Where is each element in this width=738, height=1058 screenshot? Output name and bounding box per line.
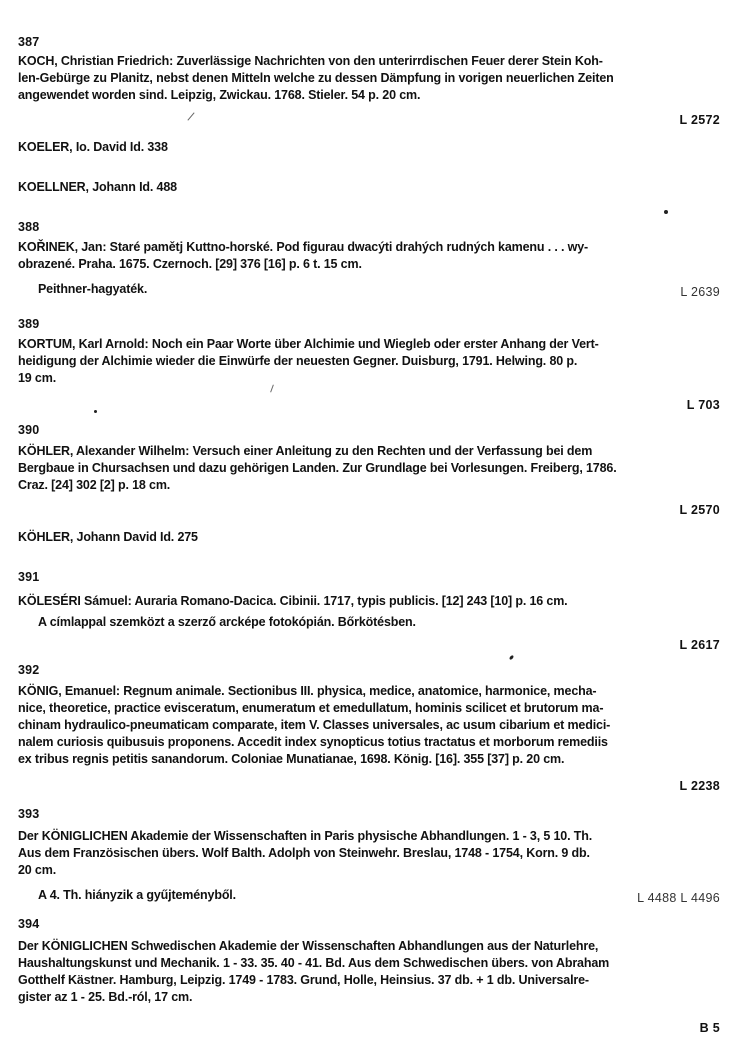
shelf-mark: L 2617 [679, 638, 720, 652]
entry-line: KÖHLER, Alexander Wilhelm: Versuch einer Anleitung zu den Rechten und der Verfassung bei dem [18, 444, 593, 458]
entry-line: nice, theoretice, practice evisceratum, enumeratum et emedullatum, hominis scilicet et brutorum ma- [18, 701, 604, 715]
shelf-mark: B 5 [699, 1021, 720, 1035]
shelf-mark: L 2570 [679, 503, 720, 517]
entry-line: Haushaltungskunst und Mechanik. 1 - 33. 35. 40 - 41. Bd. Aus dem Schwedischen übers. von Abraham [18, 956, 610, 970]
shelf-mark: L 2639 [680, 285, 720, 299]
entry-line: Der KÖNIGLICHEN Akademie der Wissenschaften in Paris physische Abhandlungen. 1 - 3, 5 10. Th. [18, 829, 593, 843]
entry-number: 392 [18, 663, 40, 677]
entry-line: 19 cm. [18, 371, 57, 385]
entry-number: 391 [18, 570, 40, 584]
entry-line: KOCH, Christian Friedrich: Zuverlässige Nachrichten von den unterirrdischen Feuer derer Stein Koh- [18, 54, 603, 68]
entry-line: Aus dem Französischen übers. Wolf Balth. Adolph von Steinwehr. Breslau, 1748 - 1754, Korn. 9 db. [18, 846, 590, 860]
entry-note: A 4. Th. hiányzik a gyűjteményből. [38, 888, 236, 902]
entry-line: 20 cm. [18, 863, 57, 877]
scan-speck [509, 655, 515, 661]
entry-line: Der KÖNIGLICHEN Schwedischen Akademie der Wissenschaften Abhandlungen aus der Naturlehre, [18, 939, 599, 953]
entry-line: KOŘINEK, Jan: Staré pamětj Kuttno-horské. Pod figurau dwacýti drahých rudných kamenu . . . wy- [18, 240, 589, 254]
cross-reference: KOELLNER, Johann Id. 488 [18, 180, 177, 194]
entry-line: gister az 1 - 25. Bd.-ról, 17 cm. [18, 990, 193, 1004]
cross-reference: KOELER, Io. David Id. 338 [18, 140, 168, 154]
scan-speck [664, 210, 668, 214]
entry-number: 389 [18, 317, 40, 331]
entry-line: Craz. [24] 302 [2] p. 18 cm. [18, 478, 171, 492]
entry-line: ex tribus regnis petitis sanandorum. Coloniae Munatianae, 1698. König. [16]. 355 [37] p. 20 cm. [18, 752, 565, 766]
entry-line: Gotthelf Kästner. Hamburg, Leipzig. 1749 - 1783. Grund, Holle, Heinsius. 37 db. + 1 db. Universalre- [18, 973, 589, 987]
entry-note: Peithner-hagyaték. [38, 282, 148, 296]
entry-line: chinam hydraulico-pneumaticam comparate, item V. Classes universales, ac usum cibarium et medici- [18, 718, 611, 732]
entry-number: 393 [18, 807, 40, 821]
entry-number: 387 [18, 35, 40, 49]
scan-speck [94, 410, 97, 413]
shelf-mark: L 2238 [679, 779, 720, 793]
entry-note: A címlappal szemközt a szerző arcképe fotokópián. Bőrkötésben. [38, 615, 416, 629]
entry-line: nalem curiosis quibusuis proponens. Accedit index synopticus totius tractatus et morborum remediis [18, 735, 608, 749]
entry-number: 394 [18, 917, 40, 931]
entry-line: len-Gebürge zu Planitz, nebst denen Mitteln welche zu dessen Dämpfung in vorigen neuerlichen Zeiten [18, 71, 614, 85]
shelf-mark: L 2572 [679, 113, 720, 127]
entry-line: KÖLESÉRI Sámuel: Auraria Romano-Dacica. Cibinii. 1717, typis publicis. [12] 243 [10] p. 16 cm. [18, 594, 568, 608]
entry-number: 390 [18, 423, 40, 437]
cross-reference: KÖHLER, Johann David Id. 275 [18, 530, 198, 544]
entry-line: KORTUM, Karl Arnold: Noch ein Paar Worte über Alchimie und Wiegleb oder erster Anhang der Vert- [18, 337, 599, 351]
scan-mark [187, 112, 194, 120]
shelf-mark: L 4488 L 4496 [637, 891, 720, 905]
entry-line: KÖNIG, Emanuel: Regnum animale. Sectionibus III. physica, medice, anatomice, harmonice, mecha- [18, 684, 597, 698]
entry-line: angewendet worden sind. Leipzig, Zwickau. 1768. Stieler. 54 p. 20 cm. [18, 88, 421, 102]
entry-line: heidigung der Alchimie wieder die Einwürfe der neuesten Gegner. Duisburg, 1791. Helwing. 80 p. [18, 354, 578, 368]
shelf-mark: L 703 [686, 398, 720, 412]
entry-line: obrazené. Praha. 1675. Czernoch. [29] 376 [16] p. 6 t. 15 cm. [18, 257, 362, 271]
entry-line: Bergbaue in Chursachsen und dazu gehörigen Landen. Zur Grundlage bei Vorlesungen. Freiberg, 1786. [18, 461, 617, 475]
entry-number: 388 [18, 220, 40, 234]
